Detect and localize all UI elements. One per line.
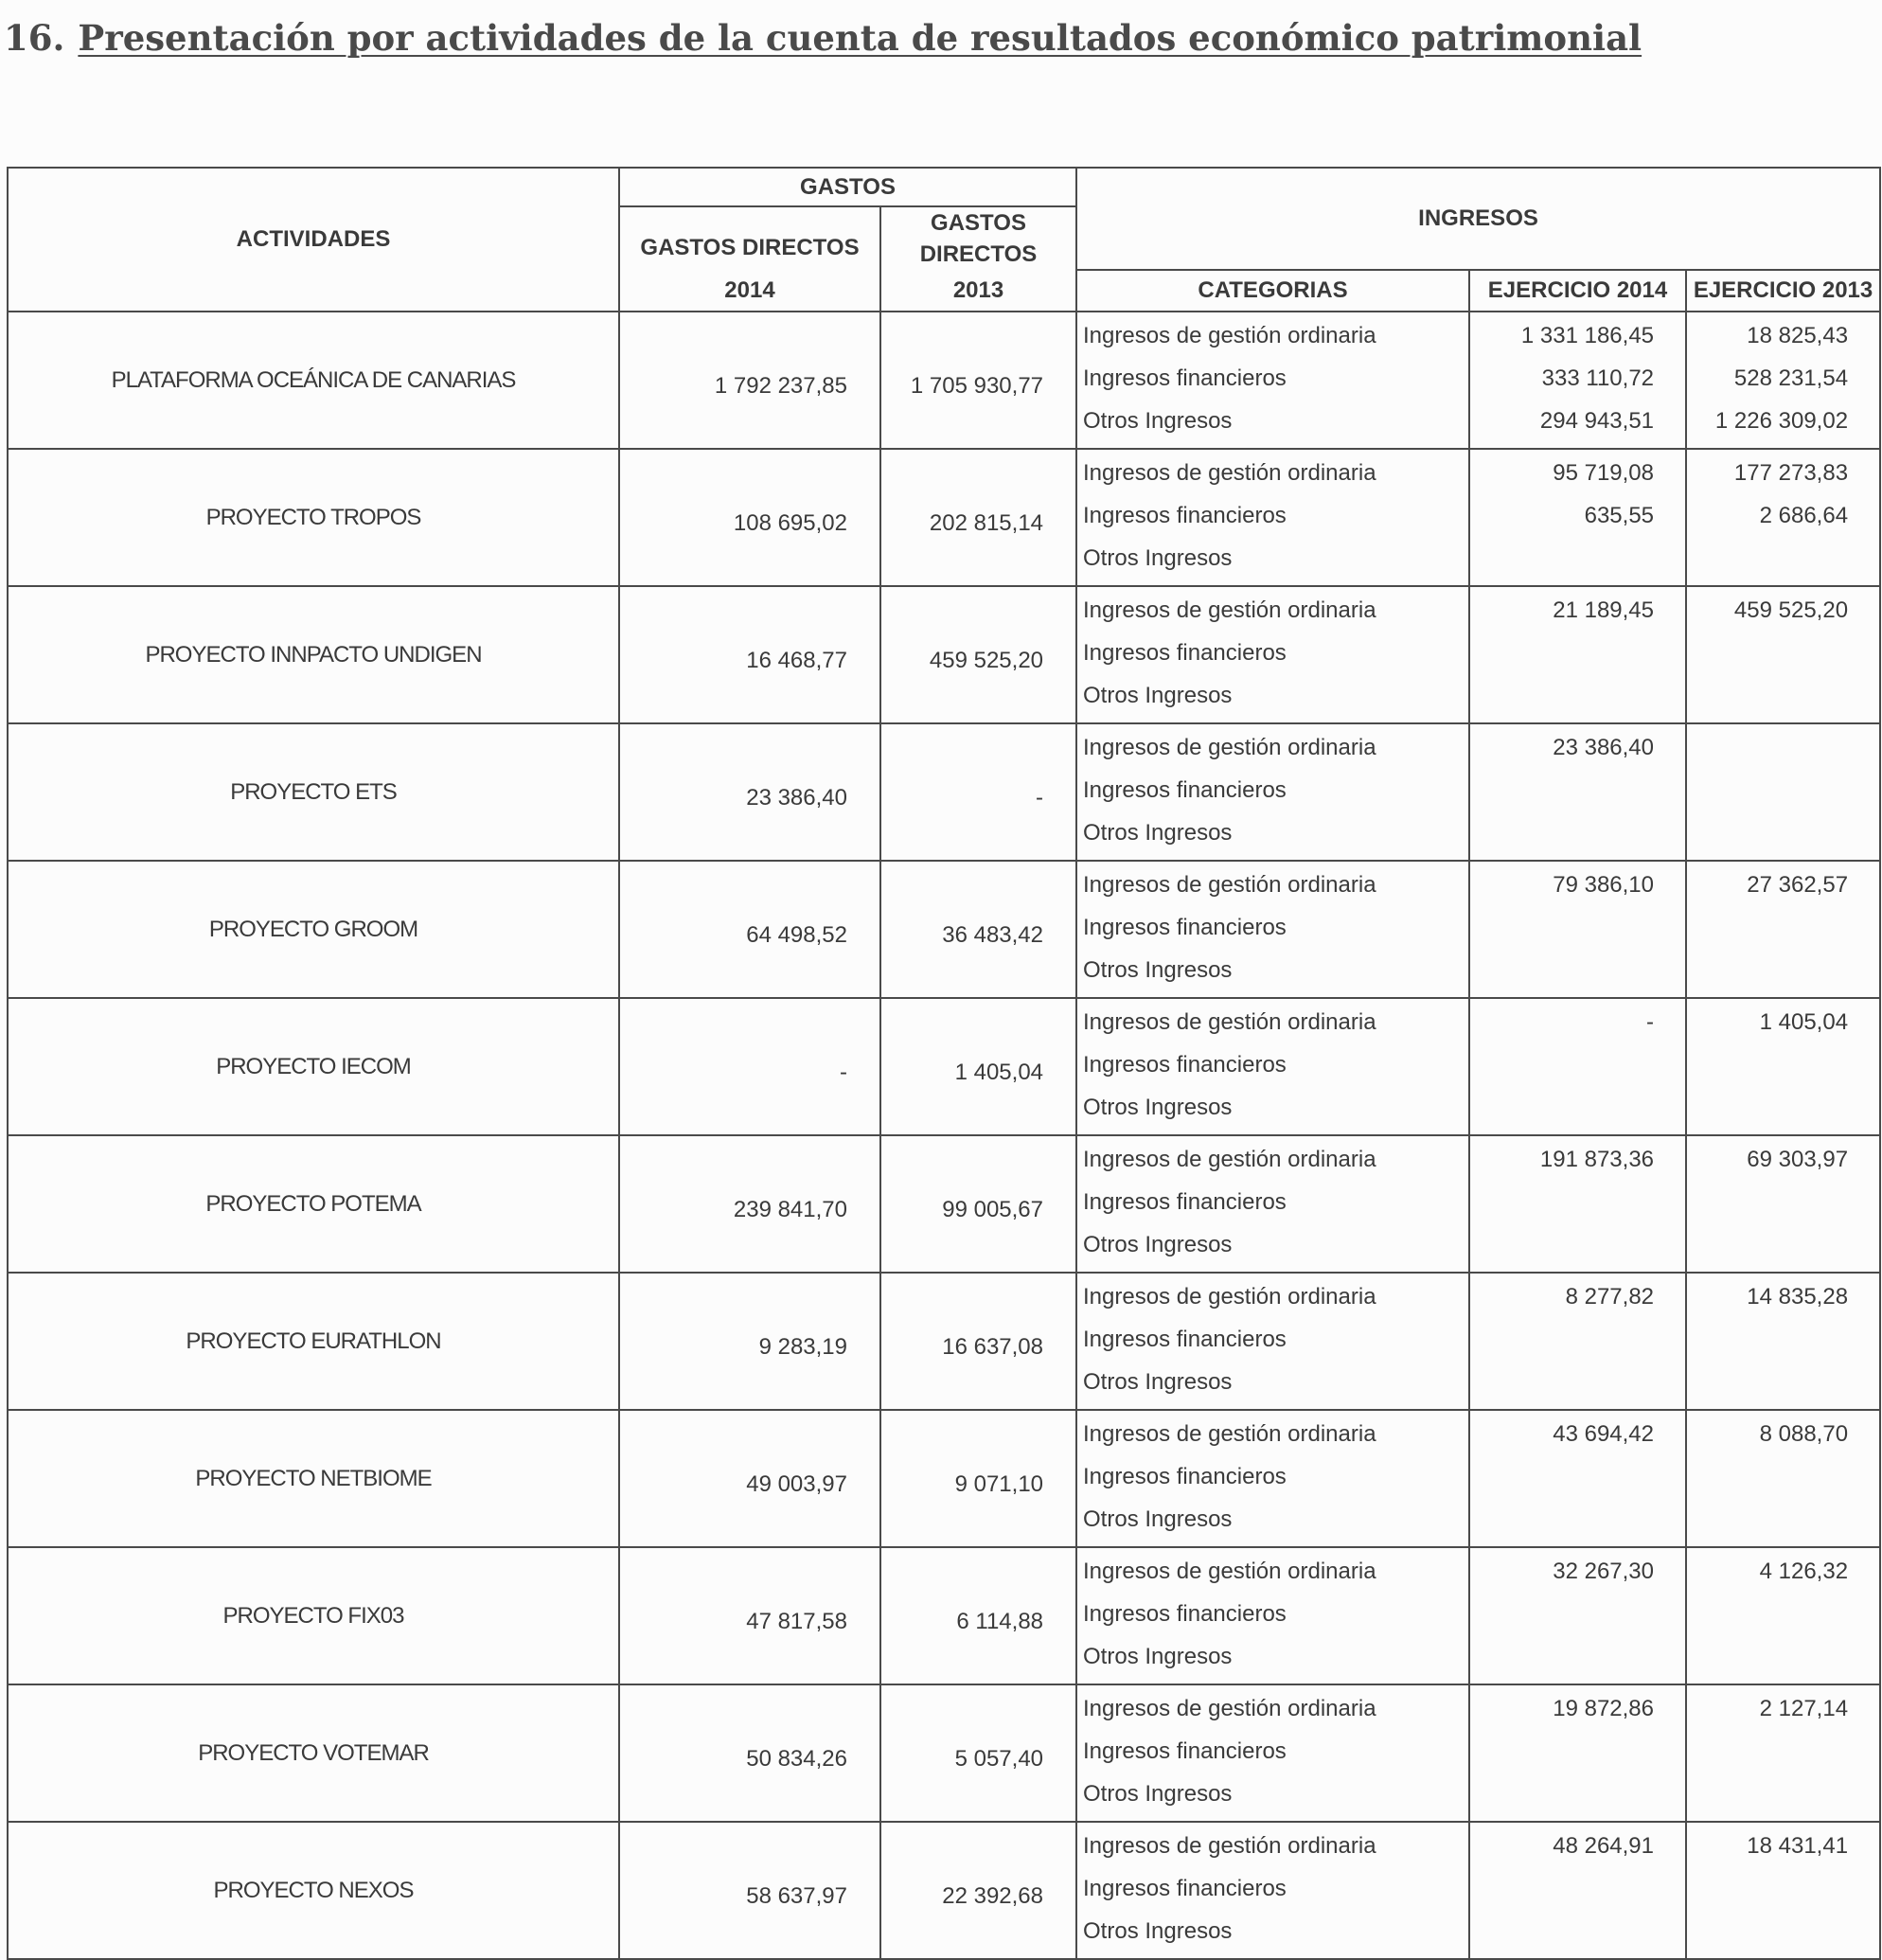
ingreso-2014-value: 333 110,72 <box>1541 365 1655 391</box>
ingresos-2013-cell <box>1686 1684 1880 1822</box>
ingreso-2014-value: 19 872,86 <box>1553 1696 1655 1721</box>
ingreso-2013-value: 2 127,14 <box>1759 1696 1849 1721</box>
category-label: Ingresos de gestión ordinaria <box>1083 735 1376 760</box>
ingreso-2014-value: 23 386,40 <box>1553 735 1655 760</box>
category-label: Ingresos de gestión ordinaria <box>1083 1147 1376 1172</box>
category-label: Ingresos financieros <box>1083 915 1287 940</box>
category-label: Ingresos de gestión ordinaria <box>1083 1696 1376 1721</box>
gastos-2013-value: 1 405,04 <box>880 998 1076 1135</box>
table-row <box>8 312 1880 449</box>
ingreso-2013-value <box>1687 680 1879 722</box>
ingreso-2013-value <box>1687 1641 1879 1684</box>
category-label: Ingresos de gestión ordinaria <box>1083 323 1376 348</box>
categories-cell <box>1076 998 1469 1135</box>
ingresos-2013-cell <box>1686 1135 1880 1273</box>
categories-cell <box>1076 1135 1469 1273</box>
activity-name: PROYECTO INNPACTO UNDIGEN <box>8 586 619 723</box>
page-heading <box>4 17 1642 59</box>
ingreso-2013-value <box>1687 1598 1879 1641</box>
activity-name: PROYECTO NETBIOME <box>8 1410 619 1547</box>
ingreso-2013-value: 2 686,64 <box>1759 503 1849 528</box>
table-row <box>8 723 1880 861</box>
ingreso-2013-value <box>1687 912 1879 954</box>
table-row <box>8 586 1880 723</box>
category-label: Ingresos financieros <box>1083 1052 1287 1078</box>
categories-cell <box>1076 312 1469 449</box>
category-label: Ingresos financieros <box>1083 1464 1287 1489</box>
heading-title: Presentación por actividades de la cuenta de resultados económico patrimonial <box>78 17 1642 59</box>
categories-cell <box>1076 1547 1469 1684</box>
ingresos-2013-cell <box>1686 1410 1880 1547</box>
table-body <box>8 312 1880 1959</box>
activity-name: PLATAFORMA OCEÁNICA DE CANARIAS <box>8 312 619 449</box>
ingreso-2014-value <box>1470 1186 1685 1229</box>
ingreso-2013-value <box>1687 1504 1879 1546</box>
ingresos-2014-cell <box>1469 1410 1686 1547</box>
ingreso-2013-value <box>1687 1049 1879 1092</box>
gastos-2014-value: 16 468,77 <box>619 586 880 723</box>
ingreso-2014-value <box>1470 1641 1685 1684</box>
gastos-2013-value: 36 483,42 <box>880 861 1076 998</box>
heading-number: 16. <box>4 17 65 59</box>
ingreso-2014-value <box>1470 775 1685 817</box>
ingreso-2014-value: 294 943,51 <box>1539 408 1655 434</box>
category-label: Ingresos de gestión ordinaria <box>1083 872 1376 898</box>
ingreso-2013-value <box>1687 1186 1879 1229</box>
table-row <box>8 861 1880 998</box>
ingreso-2014-value: - <box>1646 1009 1655 1035</box>
ingreso-2014-value <box>1470 1092 1685 1134</box>
ingreso-2013-value <box>1687 817 1879 860</box>
ingresos-2013-cell <box>1686 723 1880 861</box>
ingreso-2014-value <box>1470 1229 1685 1272</box>
gastos-2014-value: 49 003,97 <box>619 1410 880 1547</box>
ingreso-2013-value: 1 405,04 <box>1759 1009 1849 1035</box>
ingresos-2014-cell <box>1469 723 1686 861</box>
ingreso-2013-value <box>1687 1229 1879 1272</box>
ingreso-2014-value <box>1470 954 1685 997</box>
gastos-2014-value: 1 792 237,85 <box>619 312 880 449</box>
ingreso-2013-value <box>1687 1324 1879 1366</box>
category-label: Ingresos financieros <box>1083 365 1287 391</box>
ingreso-2013-value: 4 126,32 <box>1759 1559 1849 1584</box>
ingreso-2013-value: 1 226 309,02 <box>1714 408 1849 434</box>
ingresos-2013-cell <box>1686 586 1880 723</box>
gastos-2014-value: 239 841,70 <box>619 1135 880 1273</box>
categories-cell <box>1076 1273 1469 1410</box>
ingreso-2013-value: 14 835,28 <box>1747 1284 1849 1310</box>
category-label: Ingresos financieros <box>1083 1738 1287 1764</box>
ingreso-2014-value <box>1470 912 1685 954</box>
activity-name: PROYECTO VOTEMAR <box>8 1684 619 1822</box>
ingresos-2013-cell <box>1686 1547 1880 1684</box>
ingreso-2014-value: 191 873,36 <box>1539 1147 1655 1172</box>
ingreso-2014-value <box>1470 1736 1685 1778</box>
ingreso-2013-value: 69 303,97 <box>1747 1147 1849 1172</box>
ingreso-2014-value <box>1470 680 1685 722</box>
ingreso-2014-value <box>1470 1778 1685 1821</box>
ingresos-2013-cell <box>1686 1273 1880 1410</box>
gastos-2014-value: 23 386,40 <box>619 723 880 861</box>
gastos-2014-value: 47 817,58 <box>619 1547 880 1684</box>
category-label: Otros Ingresos <box>1083 408 1233 434</box>
category-label: Otros Ingresos <box>1083 1369 1233 1395</box>
category-label: Otros Ingresos <box>1083 1095 1233 1120</box>
ingreso-2014-value: 79 386,10 <box>1553 872 1655 898</box>
header-year-2013: 2013 <box>880 270 1076 312</box>
table-row <box>8 998 1880 1135</box>
ingreso-2013-value <box>1687 1461 1879 1504</box>
header-gastos-directos-2014: GASTOS DIRECTOS <box>619 206 880 270</box>
table-row <box>8 1135 1880 1273</box>
header-gastos: GASTOS <box>619 168 1076 206</box>
gastos-2014-value: 58 637,97 <box>619 1822 880 1959</box>
category-label: Ingresos de gestión ordinaria <box>1083 1421 1376 1447</box>
ingreso-2013-value <box>1687 775 1879 817</box>
ingreso-2013-value: 27 362,57 <box>1747 872 1849 898</box>
ingresos-2013-cell <box>1686 449 1880 586</box>
activity-name: PROYECTO NEXOS <box>8 1822 619 1959</box>
table-row <box>8 1273 1880 1410</box>
category-label: Otros Ingresos <box>1083 957 1233 983</box>
ingreso-2013-value <box>1687 1092 1879 1134</box>
header-ejercicio-2014: EJERCICIO 2014 <box>1469 270 1686 312</box>
ingreso-2014-value: 32 267,30 <box>1553 1559 1655 1584</box>
header-gastos-directos-2013: GASTOS DIRECTOS <box>880 206 1076 270</box>
gastos-2013-value: 9 071,10 <box>880 1410 1076 1547</box>
gastos-2013-value: 16 637,08 <box>880 1273 1076 1410</box>
header-categorias: CATEGORIAS <box>1076 270 1469 312</box>
ingreso-2014-value <box>1470 1873 1685 1915</box>
ingreso-2014-value <box>1470 1598 1685 1641</box>
table-row <box>8 1684 1880 1822</box>
ingreso-2014-value <box>1470 1461 1685 1504</box>
gastos-2013-value: 1 705 930,77 <box>880 312 1076 449</box>
ingresos-2014-cell <box>1469 586 1686 723</box>
ingreso-2013-value: 18 431,41 <box>1747 1833 1849 1859</box>
ingresos-2014-cell <box>1469 1547 1686 1684</box>
activity-name: PROYECTO IECOM <box>8 998 619 1135</box>
category-label: Ingresos financieros <box>1083 1876 1287 1901</box>
gastos-2013-value: 6 114,88 <box>880 1547 1076 1684</box>
ingreso-2014-value <box>1470 543 1685 585</box>
category-label: Otros Ingresos <box>1083 683 1233 708</box>
category-label: Otros Ingresos <box>1083 1918 1233 1944</box>
category-label: Ingresos de gestión ordinaria <box>1083 597 1376 623</box>
category-label: Otros Ingresos <box>1083 1506 1233 1532</box>
activities-table <box>7 167 1881 1960</box>
categories-cell <box>1076 586 1469 723</box>
ingresos-2014-cell <box>1469 998 1686 1135</box>
ingreso-2013-value <box>1687 1366 1879 1409</box>
gastos-2013-value: 5 057,40 <box>880 1684 1076 1822</box>
table-row <box>8 449 1880 586</box>
category-label: Ingresos financieros <box>1083 1189 1287 1215</box>
category-label: Otros Ingresos <box>1083 1781 1233 1807</box>
categories-cell <box>1076 1684 1469 1822</box>
activity-name: PROYECTO EURATHLON <box>8 1273 619 1410</box>
category-label: Ingresos financieros <box>1083 503 1287 528</box>
ingreso-2013-value: 528 231,54 <box>1733 365 1849 391</box>
ingreso-2014-value: 21 189,45 <box>1553 597 1655 623</box>
ingreso-2013-value: 18 825,43 <box>1747 323 1849 348</box>
category-label: Otros Ingresos <box>1083 545 1233 571</box>
header-ejercicio-2013: EJERCICIO 2013 <box>1686 270 1880 312</box>
ingreso-2013-value: 459 525,20 <box>1733 597 1849 623</box>
gastos-2013-value: - <box>880 723 1076 861</box>
ingresos-2014-cell <box>1469 1684 1686 1822</box>
ingreso-2014-value: 635,55 <box>1584 503 1655 528</box>
ingreso-2014-value <box>1470 1324 1685 1366</box>
category-label: Otros Ingresos <box>1083 820 1233 846</box>
ingresos-2014-cell <box>1469 1135 1686 1273</box>
gastos-2013-value: 22 392,68 <box>880 1822 1076 1959</box>
ingreso-2013-value <box>1687 732 1879 775</box>
ingreso-2013-value <box>1687 1915 1879 1958</box>
gastos-2014-value: 9 283,19 <box>619 1273 880 1410</box>
ingreso-2014-value <box>1470 817 1685 860</box>
ingreso-2013-value <box>1687 1778 1879 1821</box>
ingreso-2014-value <box>1470 1049 1685 1092</box>
gastos-2014-value: - <box>619 998 880 1135</box>
activity-name: PROYECTO GROOM <box>8 861 619 998</box>
ingreso-2014-value: 43 694,42 <box>1553 1421 1655 1447</box>
ingreso-2014-value: 48 264,91 <box>1553 1833 1655 1859</box>
ingreso-2014-value <box>1470 1366 1685 1409</box>
activity-name: PROYECTO POTEMA <box>8 1135 619 1273</box>
categories-cell <box>1076 1410 1469 1547</box>
ingreso-2013-value <box>1687 543 1879 585</box>
gastos-2014-value: 50 834,26 <box>619 1684 880 1822</box>
gastos-2013-value: 459 525,20 <box>880 586 1076 723</box>
ingreso-2013-value: 177 273,83 <box>1733 460 1849 486</box>
activity-name: PROYECTO ETS <box>8 723 619 861</box>
ingresos-2013-cell <box>1686 998 1880 1135</box>
category-label: Ingresos financieros <box>1083 1601 1287 1627</box>
header-year-2014: 2014 <box>619 270 880 312</box>
categories-cell <box>1076 449 1469 586</box>
ingreso-2013-value <box>1687 1873 1879 1915</box>
ingresos-2013-cell <box>1686 861 1880 998</box>
activity-name: PROYECTO TROPOS <box>8 449 619 586</box>
category-label: Ingresos de gestión ordinaria <box>1083 1833 1376 1859</box>
ingreso-2013-value: 8 088,70 <box>1759 1421 1849 1447</box>
ingreso-2014-value: 1 331 186,45 <box>1520 323 1655 348</box>
gastos-2013-value: 99 005,67 <box>880 1135 1076 1273</box>
ingreso-2014-value: 95 719,08 <box>1553 460 1655 486</box>
category-label: Ingresos financieros <box>1083 1327 1287 1352</box>
activity-name: PROYECTO FIX03 <box>8 1547 619 1684</box>
ingreso-2013-value <box>1687 1736 1879 1778</box>
ingresos-2013-cell <box>1686 312 1880 449</box>
category-label: Ingresos de gestión ordinaria <box>1083 1284 1376 1310</box>
gastos-2013-value: 202 815,14 <box>880 449 1076 586</box>
categories-cell <box>1076 861 1469 998</box>
table-row <box>8 1547 1880 1684</box>
ingreso-2014-value: 8 277,82 <box>1565 1284 1655 1310</box>
header-ingresos: INGRESOS <box>1076 168 1880 270</box>
header-actividades: ACTIVIDADES <box>8 168 619 312</box>
gastos-2014-value: 108 695,02 <box>619 449 880 586</box>
table-row <box>8 1410 1880 1547</box>
categories-cell <box>1076 723 1469 861</box>
category-label: Ingresos de gestión ordinaria <box>1083 1009 1376 1035</box>
ingresos-2014-cell <box>1469 312 1686 449</box>
category-label: Ingresos financieros <box>1083 777 1287 803</box>
gastos-2014-value: 64 498,52 <box>619 861 880 998</box>
ingreso-2014-value <box>1470 637 1685 680</box>
ingresos-2014-cell <box>1469 861 1686 998</box>
category-label: Ingresos financieros <box>1083 640 1287 666</box>
ingreso-2014-value <box>1470 1915 1685 1958</box>
category-label: Otros Ingresos <box>1083 1644 1233 1669</box>
ingresos-2014-cell <box>1469 449 1686 586</box>
ingreso-2013-value <box>1687 954 1879 997</box>
ingreso-2014-value <box>1470 1504 1685 1546</box>
category-label: Ingresos de gestión ordinaria <box>1083 1559 1376 1584</box>
category-label: Otros Ingresos <box>1083 1232 1233 1257</box>
category-label: Ingresos de gestión ordinaria <box>1083 460 1376 486</box>
ingreso-2013-value <box>1687 637 1879 680</box>
ingresos-2014-cell <box>1469 1273 1686 1410</box>
